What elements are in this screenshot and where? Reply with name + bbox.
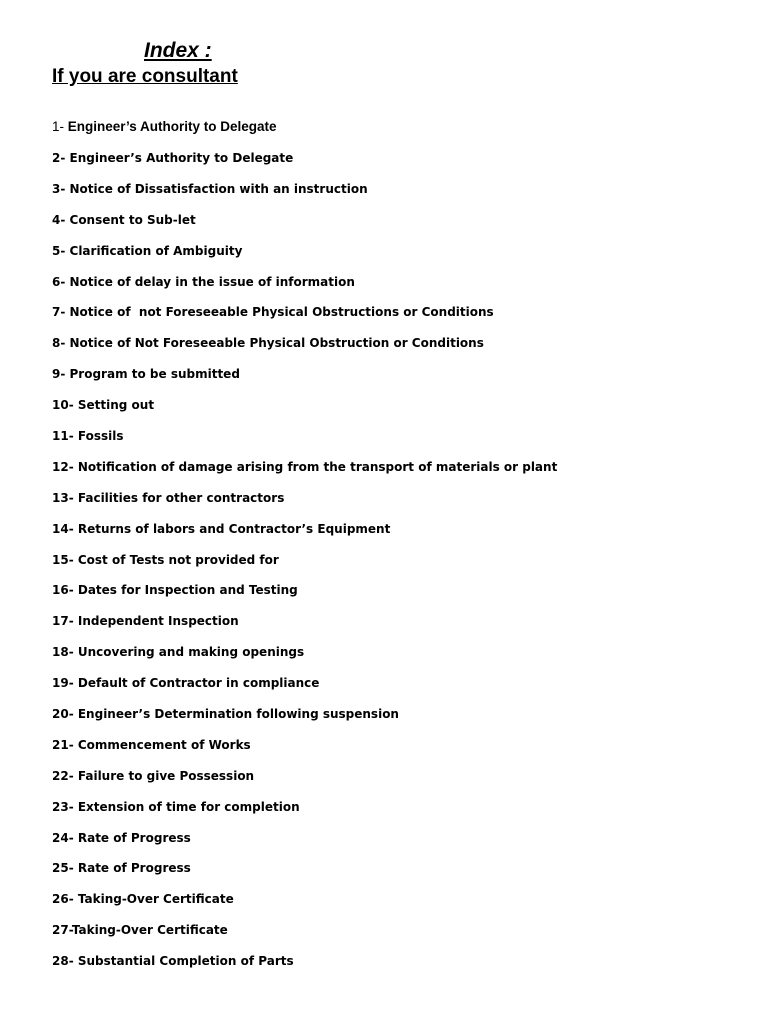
subtitle: If you are consultant [52, 66, 238, 87]
index-item: 10- Setting out [52, 398, 155, 413]
index-item: 25- Rate of Progress [52, 861, 191, 876]
index-item: 22- Failure to give Possession [52, 768, 255, 783]
index-item: 8- Notice of Not Foreseeable Physical Obstruction or Conditions [52, 336, 484, 351]
index-item-number: 1- [52, 119, 68, 134]
index-item: 24- Rate of Progress [52, 830, 191, 845]
index-item: 9- Program to be submitted [52, 367, 240, 382]
index-item: 21- Commencement of Works [52, 737, 251, 752]
index-item: 12- Notification of damage arising from the transport of materials or plant [52, 459, 558, 474]
index-item: 17- Independent Inspection [52, 614, 239, 629]
index-item: 11- Fossils [52, 429, 124, 444]
index-title: Index : [144, 39, 212, 62]
index-item: 16- Dates for Inspection and Testing [52, 583, 298, 598]
index-item: 5- Clarification of Ambiguity [52, 243, 243, 258]
index-item: 26- Taking-Over Certificate [52, 892, 234, 907]
index-item: 15- Cost of Tests not provided for [52, 552, 279, 567]
index-item: 3- Notice of Dissatisfaction with an instruction [52, 181, 368, 196]
index-item: 13- Facilities for other contractors [52, 490, 285, 505]
index-item-1 [52, 120, 277, 134]
index-item: 7- Notice of not Foreseeable Physical Obstructions or Conditions [52, 305, 494, 320]
index-item: 19- Default of Contractor in compliance [52, 676, 320, 691]
index-item: 28- Substantial Completion of Parts [52, 954, 294, 969]
index-item-text: Engineer’s Authority to Delegate [67, 119, 277, 134]
index-list [52, 150, 557, 984]
index-item: 18- Uncovering and making openings [52, 645, 305, 660]
index-item: 6- Notice of delay in the issue of information [52, 274, 355, 289]
index-item: 2- Engineer’s Authority to Delegate [52, 151, 294, 165]
index-item: 23- Extension of time for completion [52, 799, 300, 814]
index-item: 14- Returns of labors and Contractor’s Equipment [52, 521, 391, 536]
index-item: 4- Consent to Sub-let [52, 212, 196, 227]
index-item: 20- Engineer’s Determination following suspension [52, 707, 399, 722]
index-item: 27-Taking-Over Certificate [52, 923, 228, 938]
